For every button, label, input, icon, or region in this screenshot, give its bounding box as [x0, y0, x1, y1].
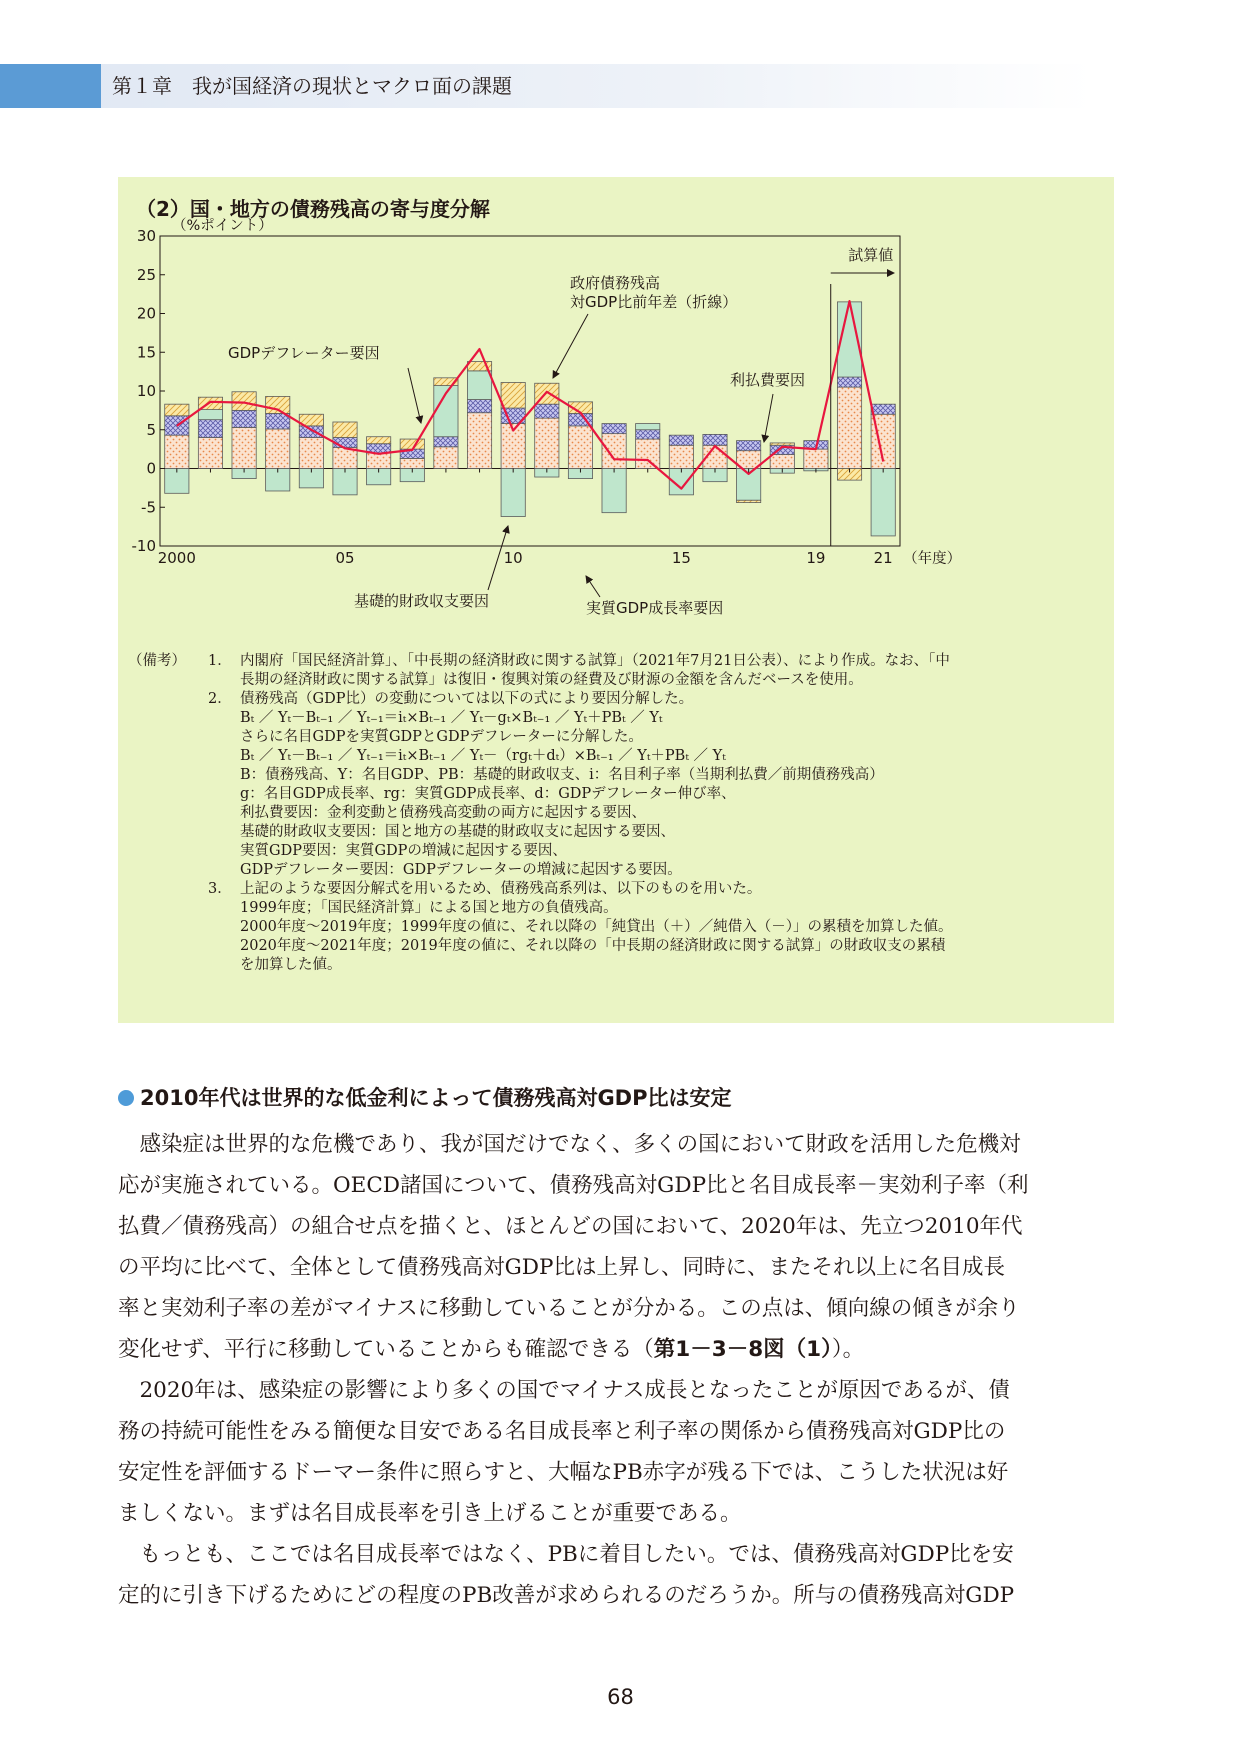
page-number: 68: [607, 1685, 634, 1709]
x-tick-label: 10: [503, 549, 523, 567]
bar-pb: [804, 449, 828, 468]
figure-reference[interactable]: 第1－3－8図（1）: [653, 1337, 832, 1362]
bar-real-gdp: [602, 469, 626, 513]
y-tick-label: -10: [131, 537, 156, 555]
bar-interest: [669, 435, 693, 445]
bar-real-gdp: [871, 469, 895, 536]
chapter-header-tab: [0, 64, 101, 108]
note-line: [128, 671, 1108, 690]
bar-pb: [367, 453, 391, 469]
annotation-gdp-deflator-arrow: [408, 368, 421, 423]
bar-pb: [232, 427, 256, 468]
bar-pb: [602, 434, 626, 469]
bar-deflator: [165, 404, 189, 416]
bar-pb: [636, 439, 660, 468]
note-text: 長期の経済財政に関する試算」は復旧・復興対策の経費及び財源の金額を含んだベースを使用。: [240, 672, 863, 688]
note-line: [128, 937, 1108, 956]
y-tick-label: 10: [136, 382, 156, 400]
bar-interest: [837, 377, 861, 387]
x-tick-label: 21: [873, 549, 893, 567]
x-tick-label: 2000: [157, 549, 196, 567]
x-tick-label: 19: [806, 549, 826, 567]
note-text: さらに名目GDPを実質GDPとGDPデフレーターに分解した。: [240, 729, 643, 745]
debt-contribution-chart: [118, 218, 1114, 652]
section-heading-text: 2010年代は世界的な低金利によって債務残高対GDP比は安定: [140, 1086, 732, 1110]
body-line-suffix: ）。: [831, 1337, 865, 1362]
bar-real-gdp: [636, 424, 660, 430]
note-text: 2000年度～2019年度；1999年度の値に、それ以降の「純貸出（＋）／純借入（－）」の累積を加算した値。: [240, 919, 953, 935]
y-axis-label: （%ポイント）: [172, 218, 273, 234]
bar-real-gdp: [467, 371, 491, 400]
body-line: ましくない。まずは名目成長率を引き上げることが重要である。: [118, 1501, 742, 1526]
bar-real-gdp: [198, 410, 222, 420]
body-line: 応が実施されている。OECD諸国について、債務残高対GDP比と名目成長率－実効利子率（利: [118, 1173, 1029, 1198]
note-line: [128, 899, 1108, 918]
bar-deflator: [770, 443, 794, 445]
bar-interest: [871, 404, 895, 414]
note-line: [128, 861, 1108, 880]
note-line: [128, 785, 1108, 804]
figure-notes: [128, 652, 1108, 975]
annotation-debt-ratio-arrow: [553, 314, 588, 378]
bar-deflator: [737, 500, 761, 502]
body-line: 払費／債務残高）の組合せ点を描くと、ほとんどの国において、2020年は、先立つ2010年代: [118, 1214, 1023, 1239]
body-line: 安定性を評価するドーマー条件に照らすと、大幅なPB赤字が残る下では、こうした状況は好: [118, 1460, 1009, 1485]
annotation-debt-ratio: 政府債務残高: [570, 274, 661, 292]
note-line: [128, 728, 1108, 747]
note-text: を加算した値。: [240, 957, 342, 973]
bar-deflator: [333, 422, 357, 438]
figure-title: （2）国・地方の債務残高の寄与度分解: [136, 197, 490, 221]
note-text: 利払費要因：金利変動と債務残高変動の両方に起因する要因、: [240, 805, 646, 821]
annotation-gdp-deflator: GDPデフレーター要因: [228, 344, 380, 362]
note-line: [128, 766, 1108, 785]
body-line: 率と実効利子率の差がマイナスに移動していることが分かる。この点は、傾向線の傾きが余り: [118, 1296, 1020, 1321]
bar-deflator: [266, 396, 290, 413]
bar-pb: [467, 413, 491, 469]
bar-pb: [400, 458, 424, 468]
bar-interest: [535, 404, 559, 418]
bar-interest: [737, 441, 761, 451]
y-tick-label: 25: [136, 265, 156, 284]
note-text: GDPデフレーター要因：GDPデフレーターの増減に起因する要因。: [240, 862, 682, 878]
note-text: 実質GDP要因：実質GDPの増減に起因する要因、: [240, 843, 567, 859]
note-text: g：名目GDP成長率、rg：実質GDP成長率、d：GDPデフレーター伸び率、: [240, 786, 736, 802]
bar-pb: [198, 438, 222, 469]
bar-interest: [434, 437, 458, 447]
plot-frame: [160, 236, 900, 546]
section-heading: [118, 1083, 732, 1113]
bar-deflator: [501, 382, 525, 408]
bar-pb: [669, 445, 693, 468]
y-tick-label: 5: [146, 420, 156, 439]
body-line-prefix: 変化せず、平行に移動していることからも確認できる（: [118, 1337, 654, 1362]
annotation-debt-ratio: 対GDP比前年差（折線）: [570, 293, 738, 311]
bar-interest: [636, 430, 660, 439]
note-text: Bₜ ／ Yₜ－Bₜ₋₁ ／ Yₜ₋₁＝iₜ×Bₜ₋₁ ／ Yₜ－（rgₜ＋dₜ）×Bₜ₋₁ ／ Yₜ＋PBₜ ／ Yₜ: [240, 748, 726, 764]
bar-pb: [299, 438, 323, 469]
body-line: の平均に比べて、全体として債務残高対GDP比は上昇し、同時に、またそれ以上に名目成長: [118, 1255, 1005, 1280]
y-tick-label: 0: [146, 459, 156, 478]
x-axis-label: （年度）: [903, 551, 962, 567]
y-tick-label: 15: [136, 343, 156, 362]
bar-interest: [232, 410, 256, 427]
annotation-interest-arrow: [764, 394, 773, 442]
note-line: [128, 880, 1108, 899]
note-number: 1．: [208, 653, 232, 669]
note-line: [128, 804, 1108, 823]
note-text: 債務残高（GDP比）の変動については以下の式により要因分解した。: [240, 691, 694, 707]
body-text: [118, 1124, 1118, 1616]
bar-pb: [165, 435, 189, 468]
note-line: [128, 823, 1108, 842]
bar-pb: [434, 447, 458, 469]
note-text: 基礎的財政収支要因：国と地方の基礎的財政収支に起因する要因、: [240, 824, 675, 840]
bullet-icon: [118, 1090, 134, 1106]
note-line: [128, 842, 1108, 861]
body-line-figure-ref: [118, 1329, 1118, 1370]
note-line: [128, 709, 1108, 728]
bar-interest: [602, 424, 626, 434]
annotation-real-gdp: 実質GDP成長率要因: [586, 599, 724, 617]
note-lead: （備考）: [128, 653, 186, 669]
bar-pb: [266, 429, 290, 469]
bar-pb: [770, 455, 794, 469]
note-text: 2020年度～2021年度；2019年度の値に、それ以降の「中長期の経済財政に関する試算」の財政収支の累積: [240, 938, 946, 954]
y-tick-label: 30: [136, 227, 156, 245]
x-tick-label: 05: [335, 549, 355, 567]
note-line: [128, 747, 1108, 766]
annotation-primary-balance: 基礎的財政収支要因: [354, 592, 490, 610]
body-line: 務の持続可能性をみる簡便な目安である名目成長率と利子率の関係から債務残高対GDP比の: [118, 1419, 1006, 1444]
body-line: 感染症は世界的な危機であり、我が国だけでなく、多くの国において財政を活用した危機対: [118, 1132, 1021, 1157]
bar-interest: [703, 434, 727, 445]
annotation-real-gdp-arrow: [586, 576, 600, 597]
x-tick-label: 15: [671, 549, 691, 567]
note-line: [128, 690, 1108, 709]
body-line: 定的に引き下げるためにどの程度のPB改善が求められるのだろうか。所与の債務残高対GDP: [118, 1583, 1015, 1608]
bar-deflator: [400, 439, 424, 449]
note-line: [128, 652, 1108, 671]
bar-real-gdp: [501, 469, 525, 517]
bar-pb: [535, 418, 559, 468]
note-text: Bₜ ／ Yₜ－Bₜ₋₁ ／ Yₜ₋₁＝iₜ×Bₜ₋₁ ／ Yₜ－gₜ×Bₜ₋₁ ／ Yₜ＋PBₜ ／ Yₜ: [240, 710, 663, 726]
note-line: [128, 918, 1108, 937]
bar-interest: [198, 420, 222, 438]
chapter-title: 第１章 我が国経済の現状とマクロ面の課題: [112, 74, 512, 98]
note-text: B：債務残高、Y：名目GDP、PB：基礎的財政収支、i：名目利子率（当期利払費／前期債務残高）: [240, 767, 884, 783]
y-tick-label: 20: [136, 304, 156, 323]
note-line: [128, 956, 1108, 975]
bar-interest: [467, 400, 491, 413]
note-text: 1999年度；「国民経済計算」による国と地方の負債残高。: [240, 900, 618, 916]
body-line: 2020年は、感染症の影響により多くの国でマイナス成長となったことが原因であるが、債: [118, 1378, 1010, 1403]
bar-pb: [568, 426, 592, 469]
bar-pb: [837, 387, 861, 468]
bar-deflator: [367, 437, 391, 444]
annotation-interest: 利払費要因: [730, 371, 806, 389]
note-text: 内閣府「国民経済計算」、「中長期の経済財政に関する試算」（2021年7月21日公表）、により作成。なお、「中: [240, 653, 950, 669]
bar-interest: [299, 426, 323, 438]
y-tick-label: -5: [141, 498, 156, 517]
note-text: 上記のような要因分解式を用いるため、債務残高系列は、以下のものを用いた。: [240, 881, 762, 897]
note-number: 3．: [208, 881, 232, 897]
note-number: 2．: [208, 691, 232, 707]
estimate-label: 試算値: [848, 246, 894, 264]
bar-deflator: [232, 392, 256, 411]
body-line: もっとも、ここでは名目成長率ではなく、PBに着目したい。では、債務残高対GDP比を安: [118, 1542, 1014, 1567]
